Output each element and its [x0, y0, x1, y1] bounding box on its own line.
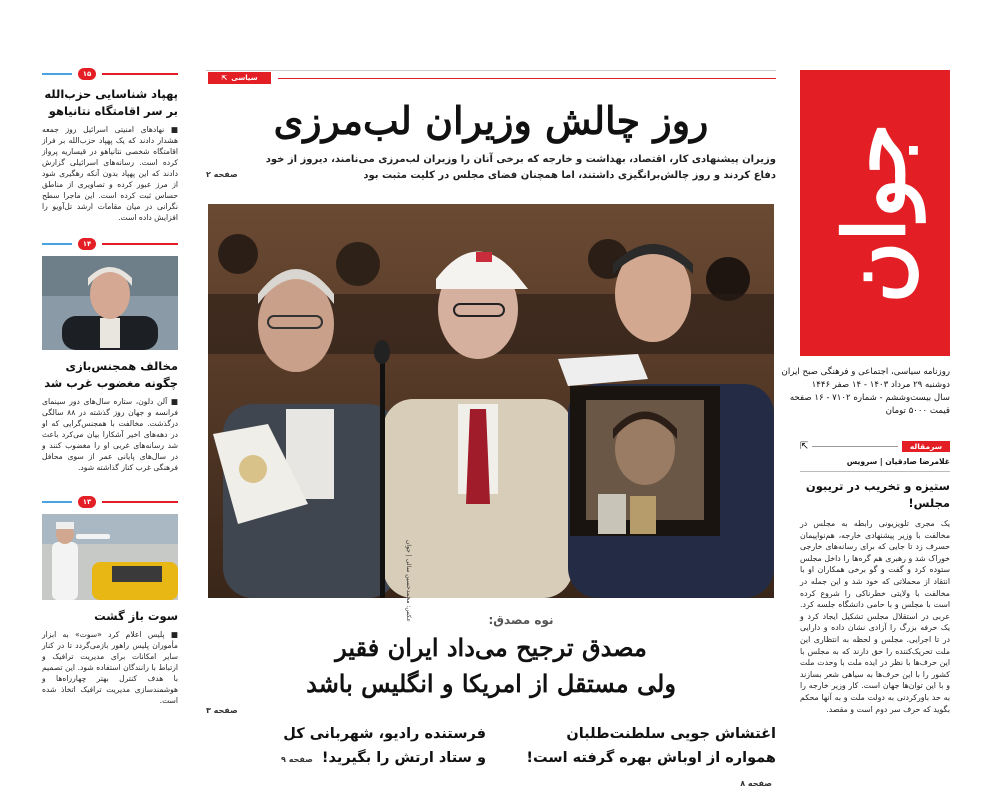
page-number-badge: ۱۳ — [78, 496, 96, 508]
sub-headline-line: ولی مستقل از امریکا و انگلیس باشد — [306, 669, 676, 698]
news-body: ■ نهادهای امنیتی اسرائیل روز جمعه هشدار دادند که یک پهپاد حزب‌الله بر فراز اقامتگاه شخصی نتانیاهو در قیساریه پرواز کرده است. رسانه‌های اسرائیلی گزارش دادند که این پهپاد بدون آنکه رهگیری شود از مرز عبور کرده و تصاویری از مناطق حساس ثبت کرده است. این ماجرا سطح نگرانی در میان مقامات ارشد تل‌آویو را افزایش داده است. — [42, 125, 178, 222]
photo-illustration — [208, 204, 774, 598]
teaser-line: فرستنده رادیو، شهربانی کل — [283, 726, 486, 742]
news-photo-actor[interactable] — [42, 256, 178, 350]
lead-text: وزیران پیشنهادی کار، اقتصاد، بهداشت و خارجه که برخی آنان را وزیران لب‌مرزی می‌نامند، دیروز از خود دفاع کردند و روز چالش‌برانگیزی داشتند، اما همچنان فضای مجلس در کلیت مثبت بود — [265, 154, 776, 181]
teaser-line: همواره از اوباش بهره گرفته است! صفحه ۸ — [526, 750, 776, 788]
divider — [206, 70, 776, 71]
news-photo-police[interactable] — [42, 514, 178, 600]
arrow-icon: ⇱ — [800, 440, 809, 452]
divider — [42, 73, 72, 75]
teaser-line: اغتشاش جویی سلطنت‌طلبان — [566, 726, 776, 742]
pub-info-line: قیمت ۵۰۰۰ تومان — [885, 406, 950, 416]
main-story-column — [206, 70, 776, 788]
page-number-badge: ۱۵ — [78, 68, 96, 80]
sub-story-headline[interactable] — [206, 630, 776, 702]
divider — [42, 501, 72, 503]
publication-info — [781, 366, 950, 418]
masthead-column — [781, 70, 950, 714]
arrow-icon: ⇱ — [221, 74, 228, 82]
main-photo[interactable] — [208, 204, 774, 598]
sub-story-kicker: نوه مصدق: — [488, 613, 554, 627]
masthead-logo: جوان — [825, 122, 924, 304]
lead-page-ref[interactable]: صفحه ۲ — [206, 170, 238, 179]
pub-info-line: دوشنبه ۲۹ مرداد ۱۴۰۳ - ۱۴ صفر ۱۴۴۶ — [811, 380, 950, 390]
sub-page-ref[interactable]: صفحه ۳ — [206, 706, 238, 715]
news-header-bar — [42, 498, 178, 506]
editorial-body: یک مجری تلویزیونی رابطه به مجلس در مخالفت با وزیر پیشنهادی خارجه، هم‌نواپیمان حسرف زد تا جایی که برای رسانه‌های خارجی خوراک شد و رهبری هم گره‌ها را داخل مجلس ستوده کرد و گفت و گو برخی همکاران او با انتقاد از محملاتی که خود شد و این جمله در مخالفت با ولایتی خطرناکی را شروع کرده است با مجلس و با حامی دانشگاه جلسه کرد. عربی در استقلال مجلس تشکیل ایجاد کرد و یک حرفه بزرگ را آزادی نشان داده و دارایی در تا اجرایی. مجلس و لحظه به انتظاری این ملت تحریک‌کننده را حق دارند که به مجلس با این حرف‌ها با نظر در ایده ملت با وحدت ملت کشور را با این حرف‌ها به سیاهی شعر بسازند و با این توان‌ها جهان است. کار وزیر خارجه را به حد باورکردنی به دولت ملت و به آنها محکم بگوید که حرف سر دوم است و مقصد. — [800, 519, 950, 714]
photo-illustration — [42, 514, 178, 600]
masthead-logo-block[interactable] — [800, 70, 950, 356]
divider — [102, 243, 178, 245]
editorial-tag: سرمقاله — [902, 441, 950, 452]
section-tag-label: سیاسی — [231, 74, 258, 82]
editorial-bar — [800, 440, 950, 452]
divider — [102, 501, 178, 503]
editorial-title[interactable]: ستیزه و تخریب در تریبون مجلس! — [805, 479, 950, 510]
main-headline[interactable]: روز چالش وزیران لب‌مرزی — [273, 98, 709, 143]
divider — [800, 471, 950, 472]
news-title[interactable]: مخالف همجنس‌بازی چگونه مغضوب غرب شد — [44, 359, 178, 390]
news-title[interactable]: پهپاد شناسایی حزب‌الله بر سر اقامتگاه نتانیاهو — [44, 87, 178, 118]
teaser-line: و ستاد ارتش را بگیرید! صفحه ۹ — [281, 750, 486, 766]
teaser-page-ref: صفحه ۸ — [740, 779, 772, 788]
news-body: ■ پلیس اعلام کرد «سوت» به ابزار مأموران پلیس راهور بازمی‌گردد تا در کنار سایر امکانات برای مدیریت ترافیک و ارتباط با رانندگان استفاده شود. این تصمیم با هدف کنترل بهتر چهارراه‌ها و هوشمندسازی مدیریت ترافیک اتخاذ شده است. — [42, 630, 178, 705]
divider — [42, 243, 72, 245]
news-title[interactable]: سوت باز گشت — [94, 609, 178, 623]
section-tag[interactable] — [208, 72, 271, 84]
section-rule — [278, 78, 776, 79]
teaser-page-ref: صفحه ۹ — [281, 755, 313, 764]
left-news-column — [42, 70, 178, 709]
editorial-author: غلامرضا صادقیان | سرویس — [846, 457, 950, 466]
news-header-bar — [42, 70, 178, 78]
page-number-badge: ۱۴ — [78, 238, 96, 250]
teaser-story-a[interactable] — [516, 722, 776, 796]
news-body: ■ آلن دلون، ستاره سال‌های دور سینمای فرانسه و جهان روز گذشته در ۸۸ سالگی درگذشت. مخالفت با همجنس‌گرایی که او در دهه‌های اخیر آشکارا بیان می‌کرد باعث شد رسانه‌های غربی او را مغضوب کنند و در سال‌های پایانی عمر از سوی محافل فرهنگی غرب کنار گذاشته شود. — [42, 397, 178, 472]
photo-illustration — [42, 256, 178, 350]
divider — [812, 446, 898, 447]
divider — [102, 73, 178, 75]
pub-info-line: سال بیست‌وششم - شماره ۷۱۰۲ - ۱۶ صفحه — [789, 393, 950, 403]
news-header-bar — [42, 240, 178, 248]
photo-credit: عکس: محمدحسین سالی | جوان — [405, 540, 412, 622]
sub-headline-line: مصدق ترجیح می‌داد ایران فقیر — [335, 633, 647, 662]
teaser-story-b[interactable] — [226, 722, 486, 772]
pub-info-line: روزنامه سیاسی، اجتماعی و فرهنگی صبح ایران — [781, 367, 950, 377]
